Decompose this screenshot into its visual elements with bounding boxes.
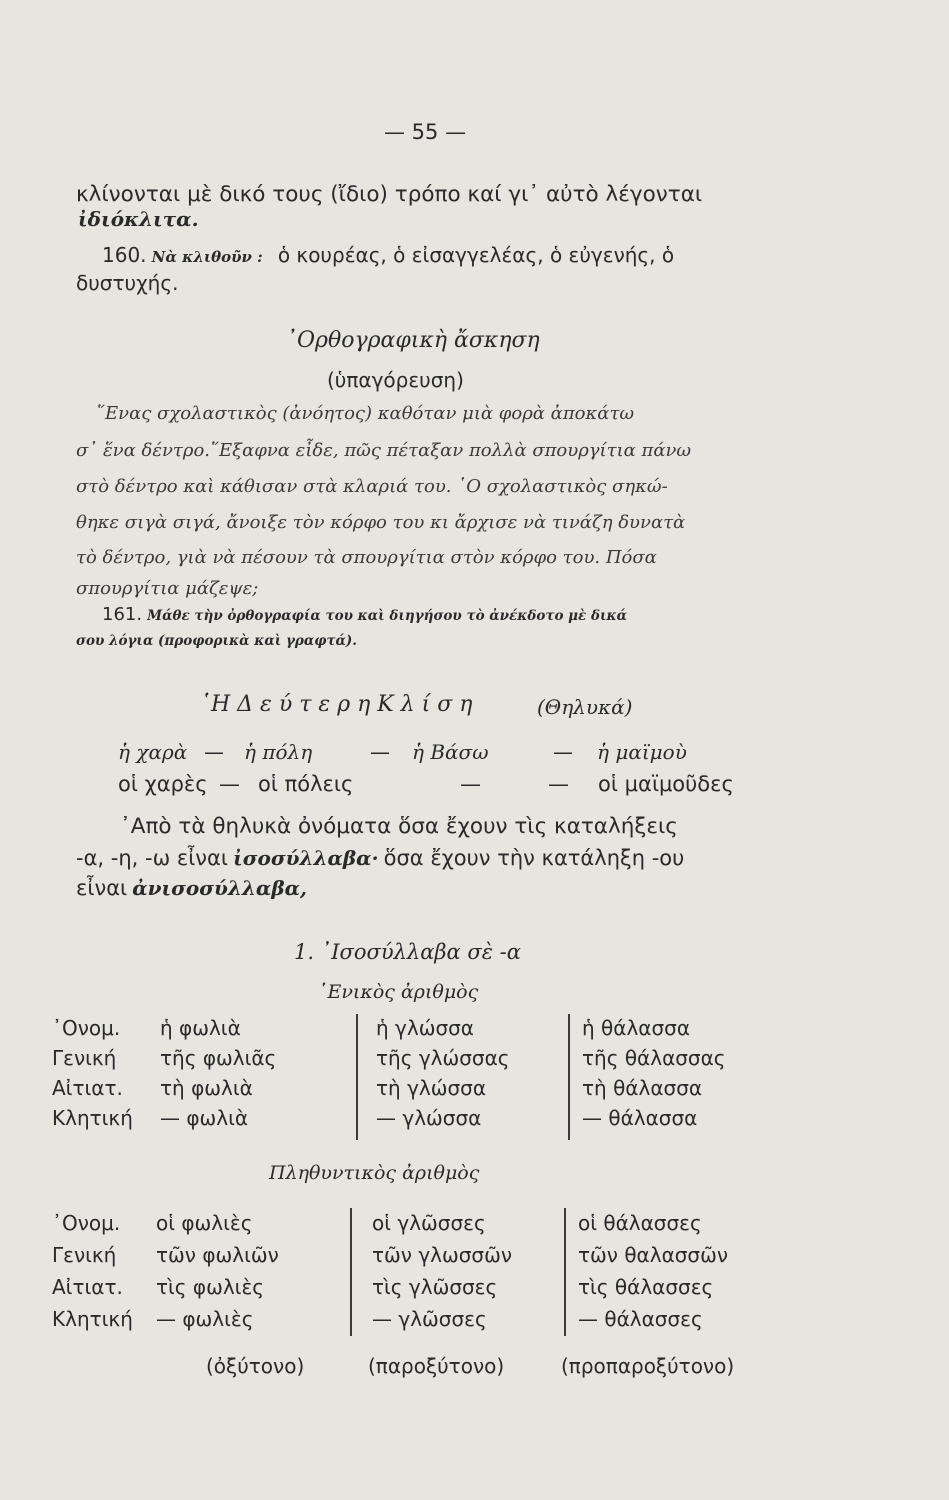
declension-form: τὴ θάλασσα bbox=[582, 1076, 703, 1100]
column-divider bbox=[564, 1208, 566, 1336]
column-divider bbox=[350, 1208, 352, 1336]
dash: — bbox=[553, 740, 573, 764]
exercise-words: ὁ κουρέας, ὁ εἰσαγγελέας, ὁ εὐγενής, ὁ bbox=[277, 243, 675, 267]
rule-text: ὅσα ἔχουν τὴν κατάληξη -ου bbox=[383, 846, 685, 870]
case-label: Κλητική bbox=[52, 1307, 133, 1331]
declension-form: τῆς θάλασσας bbox=[582, 1046, 726, 1070]
declension-form: τῶν γλωσσῶν bbox=[372, 1243, 513, 1267]
declension-form: τὶς γλῶσσες bbox=[372, 1275, 498, 1299]
declension-form: οἱ γλῶσσες bbox=[372, 1211, 486, 1235]
plural-title: Πληθυντικὸς ἀριθμὸς bbox=[269, 1162, 480, 1184]
dash: — bbox=[204, 740, 224, 764]
example-plural: οἱ πόλεις bbox=[258, 772, 354, 796]
declension-form: — φωλιὰ bbox=[160, 1106, 249, 1130]
exercise-161 bbox=[102, 604, 627, 625]
accent-note: (ὀξύτονο) bbox=[206, 1354, 305, 1378]
column-divider bbox=[356, 1014, 358, 1140]
case-label: ᾿Ονομ. bbox=[52, 1016, 121, 1040]
rule-term-anisosyllabic: ἀνισοσύλλαβα, bbox=[132, 876, 307, 900]
case-label: ᾿Ονομ. bbox=[52, 1211, 121, 1235]
story-line: στὸ δέντρο καὶ κάθισαν στὰ κλαριά του. ῾Ο σχολαστικὸς σηκώ- bbox=[76, 476, 668, 497]
intro-term: ἰδιόκλιτα. bbox=[78, 207, 199, 231]
declension-form: τῶν φωλιῶν bbox=[156, 1243, 279, 1267]
exercise-number: 160. bbox=[102, 243, 147, 267]
dash: — bbox=[219, 772, 240, 796]
accent-note: (παροξύτονο) bbox=[368, 1354, 505, 1378]
declension-title: ῾Η Δ ε ύ τ ε ρ η Κ λ ί σ η bbox=[200, 692, 473, 717]
rule-text: -α, -η, -ω εἶναι bbox=[76, 846, 228, 870]
example-plural: οἱ χαρὲς bbox=[118, 772, 208, 796]
column-divider bbox=[568, 1014, 570, 1140]
declension-form: — γλώσσα bbox=[376, 1106, 482, 1130]
declension-form: τὶς θάλασσες bbox=[578, 1275, 714, 1299]
rule-line bbox=[76, 846, 684, 870]
rule-term-isosyllabic: ἰσοσύλλαβα· bbox=[233, 846, 379, 870]
declension-form: τὴ φωλιὰ bbox=[160, 1076, 253, 1100]
declension-form: τὶς φωλιὲς bbox=[156, 1275, 264, 1299]
story-line: σ᾿ ἕνα δέντρο.῞Εξαφνα εἶδε, πῶς πέταξαν πολλὰ σπουργίτια πάνω bbox=[76, 440, 692, 461]
exercise-161-instruction-cont: σου λόγια (προφορικὰ καὶ γραφτά). bbox=[76, 633, 358, 649]
accent-note: (προπαροξύτονο) bbox=[561, 1354, 735, 1378]
declension-form: οἱ φωλιὲς bbox=[156, 1211, 253, 1235]
case-label: Αἰτιατ. bbox=[52, 1275, 123, 1299]
declension-form: τῶν θαλασσῶν bbox=[578, 1243, 729, 1267]
case-label: Γενική bbox=[52, 1243, 117, 1267]
example-plural: οἱ μαϊμοῦδες bbox=[598, 772, 734, 796]
rule-line bbox=[76, 876, 307, 900]
dash: — bbox=[548, 772, 569, 796]
singular-title: ῾Ενικὸς ἀριθμὸς bbox=[318, 981, 479, 1003]
declension-form: τῆς φωλιᾶς bbox=[160, 1046, 277, 1070]
exercise-160 bbox=[102, 243, 674, 267]
case-label: Κλητική bbox=[52, 1106, 133, 1130]
declension-form: ἡ φωλιὰ bbox=[160, 1016, 241, 1040]
declension-form: οἱ θάλασσες bbox=[578, 1211, 702, 1235]
section-subtitle: (ὑπαγόρευση) bbox=[327, 368, 464, 392]
declension-form: ἡ γλώσσα bbox=[376, 1016, 474, 1040]
story-line: ῞Ενας σχολαστικὸς (ἀνόητος) καθόταν μιὰ φορὰ ἀποκάτω bbox=[96, 403, 635, 424]
story-line: σπουργίτια μάζεψε; bbox=[76, 578, 259, 599]
exercise-number: 161. bbox=[102, 604, 143, 625]
exercise-160-continuation: δυστυχής. bbox=[76, 271, 179, 295]
dash: — bbox=[370, 740, 390, 764]
intro-line: κλίνονται μὲ δικό τους (ἴδιο) τρόπο καί γι᾿ αὐτὸ λέγονται bbox=[76, 182, 703, 207]
table-heading: 1. ᾿Ισοσύλλαβα σὲ -α bbox=[294, 940, 521, 964]
declension-form: — φωλιὲς bbox=[156, 1307, 254, 1331]
case-label: Αἰτιατ. bbox=[52, 1076, 123, 1100]
story-line: θηκε σιγὰ σιγά, ἄνοιξε τὸν κόρφο του κι ἄρχισε νὰ τινάζη δυνατὰ bbox=[76, 512, 686, 533]
declension-form: — θάλασσες bbox=[578, 1307, 703, 1331]
example-singular: ἡ μαϊμοὺ bbox=[597, 740, 687, 764]
example-singular: ἡ Βάσω bbox=[412, 740, 489, 764]
page-number: — 55 — bbox=[384, 120, 467, 144]
declension-form: ἡ θάλασσα bbox=[582, 1016, 691, 1040]
section-title: ᾿Ορθογραφικὴ ἄσκηση bbox=[286, 328, 540, 353]
rule-line: ᾿Απὸ τὰ θηλυκὰ ὀνόματα ὅσα ἔχουν τὶς καταλήξεις bbox=[120, 814, 678, 839]
declension-form: — θάλασσα bbox=[582, 1106, 698, 1130]
exercise-161-instruction: Μάθε τὴν ὀρθογραφία του καὶ διηγήσου τὸ ἀνέκδοτο μὲ δικά bbox=[147, 608, 627, 624]
exercise-label: Νὰ κλιθοῦν : bbox=[151, 248, 263, 266]
dash: — bbox=[460, 772, 481, 796]
declension-form: τῆς γλώσσας bbox=[376, 1046, 510, 1070]
example-singular: ἡ χαρὰ bbox=[118, 740, 188, 764]
case-label: Γενική bbox=[52, 1046, 117, 1070]
rule-text: εἶναι bbox=[76, 876, 128, 900]
story-line: τὸ δέντρο, γιὰ νὰ πέσουν τὰ σπουργίτια στὸν κόρφο του. Πόσα bbox=[76, 547, 657, 568]
declension-form: τὴ γλώσσα bbox=[376, 1076, 487, 1100]
example-singular: ἡ πόλη bbox=[244, 740, 313, 764]
declension-form: — γλῶσσες bbox=[372, 1307, 487, 1331]
declension-gender: (Θηλυκά) bbox=[537, 695, 633, 719]
